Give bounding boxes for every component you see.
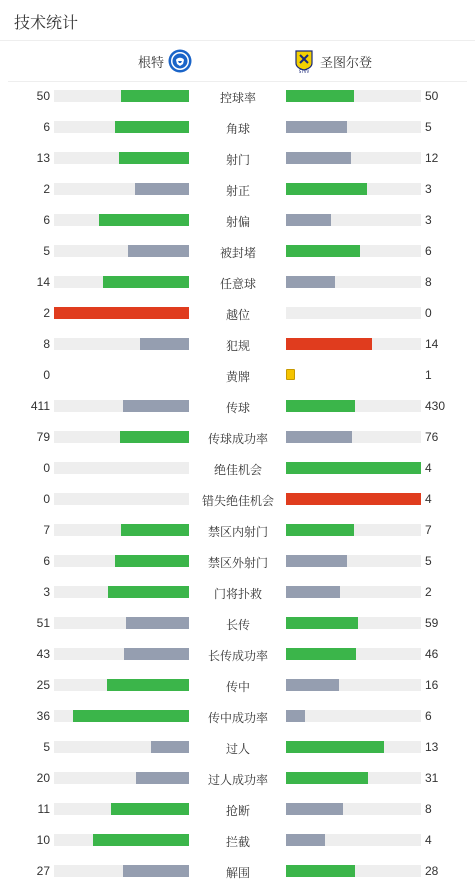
away-stat-value: 59 (425, 616, 439, 630)
home-stat-value: 36 (36, 709, 50, 723)
home-bar-track (54, 524, 189, 536)
home-stat-value: 3 (43, 585, 50, 599)
away-bar-fill (286, 648, 356, 660)
away-stat-value: 3 (425, 182, 432, 196)
stat-label: 射偏 (225, 215, 250, 229)
home-bar-track (54, 617, 189, 629)
stat-row (0, 205, 475, 236)
away-bar-track (286, 865, 421, 877)
stat-label: 黄牌 (225, 370, 250, 384)
away-bar-track (286, 524, 421, 536)
home-bar-fill (126, 617, 189, 629)
home-stat-value: 2 (43, 306, 50, 320)
away-bar-fill (286, 493, 421, 505)
away-bar-fill (286, 245, 360, 257)
home-bar-fill (121, 524, 189, 536)
away-bar-track (286, 772, 421, 784)
stat-row (0, 391, 475, 422)
away-bar-fill (286, 865, 355, 877)
stat-row (0, 546, 475, 577)
stat-label: 抢断 (225, 804, 250, 818)
away-bar-fill (286, 586, 340, 598)
home-bar-track (54, 834, 189, 846)
home-bar-fill (135, 183, 189, 195)
away-stat-value: 6 (425, 244, 432, 258)
home-stat-value: 10 (36, 833, 50, 847)
home-bar-track (54, 400, 189, 412)
stat-row (0, 174, 475, 205)
away-stat-value: 2 (425, 585, 432, 599)
home-stat-value: 411 (30, 399, 50, 413)
stat-row (0, 825, 475, 856)
home-stat-value: 13 (36, 151, 50, 165)
stat-label: 禁区外射门 (207, 556, 268, 570)
stat-label: 错失绝佳机会 (201, 494, 274, 508)
home-stat-value: 43 (36, 647, 50, 661)
home-stat-value: 0 (43, 492, 50, 506)
away-bar-fill (286, 338, 372, 350)
away-bar-fill (286, 741, 384, 753)
home-bar-track (54, 183, 189, 195)
stat-label: 拦截 (225, 835, 250, 849)
away-stat-value: 430 (425, 399, 446, 413)
away-bar-fill (286, 617, 358, 629)
away-bar-track (286, 648, 421, 660)
home-stat-value: 14 (36, 275, 50, 289)
home-bar-track (54, 90, 189, 102)
stat-label: 门将扑救 (213, 587, 262, 601)
stat-label: 绝佳机会 (213, 463, 262, 477)
away-team-name: 圣图尔登 (320, 54, 373, 70)
away-bar-track (286, 431, 421, 443)
home-stat-value: 6 (43, 120, 50, 134)
stat-row (0, 732, 475, 763)
away-bar-track (286, 338, 421, 350)
away-bar-fill (286, 400, 355, 412)
home-stat-value: 0 (43, 368, 50, 382)
page-title: 技术统计 (14, 15, 79, 32)
away-stat-value: 1 (425, 368, 432, 382)
stat-label: 犯规 (225, 339, 250, 353)
away-bar-track (286, 152, 421, 164)
stat-label: 任意球 (219, 277, 256, 291)
home-stat-value: 51 (36, 616, 50, 630)
home-bar-fill (73, 710, 189, 722)
home-stat-value: 6 (43, 213, 50, 227)
stat-row (0, 236, 475, 267)
stat-label: 传球 (225, 401, 250, 415)
away-bar-track (286, 803, 421, 815)
home-bar-track (54, 338, 189, 350)
away-bar-track (286, 741, 421, 753)
away-stat-value: 4 (425, 461, 432, 475)
away-bar-fill (286, 214, 331, 226)
away-bar-track (286, 617, 421, 629)
away-stat-value: 16 (425, 678, 439, 692)
away-bar-fill (286, 121, 347, 133)
away-stat-value: 0 (425, 306, 432, 320)
home-bar-track (54, 493, 189, 505)
home-bar-fill (121, 90, 189, 102)
stat-row (0, 298, 475, 329)
stats-list (0, 81, 475, 887)
home-bar-track (54, 276, 189, 288)
home-bar-track (54, 307, 189, 319)
stat-label: 被封堵 (219, 246, 256, 260)
stat-label: 越位 (225, 308, 250, 322)
home-stat-value: 20 (36, 771, 50, 785)
home-bar-track (54, 741, 189, 753)
away-bar-fill (286, 555, 347, 567)
home-bar-fill (115, 121, 189, 133)
away-bar-track (286, 307, 421, 319)
home-bar-track (54, 462, 189, 474)
stat-label: 射门 (225, 153, 250, 167)
stat-row (0, 267, 475, 298)
home-stat-value: 50 (36, 89, 50, 103)
away-stat-value: 6 (425, 709, 432, 723)
home-bar-fill (115, 555, 189, 567)
stat-row (0, 639, 475, 670)
gent-crest-icon (168, 49, 192, 73)
home-stat-value: 0 (43, 461, 50, 475)
away-bar-fill (286, 524, 354, 536)
home-stat-value: 5 (43, 244, 50, 258)
home-stat-value: 25 (36, 678, 50, 692)
away-bar-fill (286, 276, 335, 288)
away-stat-value: 4 (425, 833, 432, 847)
away-bar-track (286, 586, 421, 598)
home-bar-fill (103, 276, 189, 288)
home-bar-track (54, 679, 189, 691)
away-bar-track (286, 400, 421, 412)
away-stat-value: 3 (425, 213, 432, 227)
away-bar-fill (286, 710, 305, 722)
home-bar-fill (111, 803, 189, 815)
away-bar-track (286, 121, 421, 133)
stvv-crest-icon (294, 49, 314, 73)
stat-label: 传中成功率 (207, 711, 268, 725)
away-bar-track (286, 555, 421, 567)
away-bar-fill (286, 679, 339, 691)
home-stat-value: 7 (43, 523, 50, 537)
home-bar-fill (123, 400, 189, 412)
home-bar-track (54, 555, 189, 567)
away-bar-track (286, 679, 421, 691)
away-stat-value: 28 (425, 864, 439, 878)
away-bar-track (286, 90, 421, 102)
away-team[interactable] (294, 49, 372, 73)
away-bar-track (286, 462, 421, 474)
home-stat-value: 11 (37, 802, 50, 816)
home-bar-track (54, 431, 189, 443)
stat-row (0, 112, 475, 143)
stat-label: 长传成功率 (207, 649, 268, 663)
away-stat-value: 13 (425, 740, 439, 754)
yellow-card-icon (286, 369, 295, 380)
away-bar-track (286, 710, 421, 722)
home-bar-fill (124, 648, 189, 660)
home-bar-track (54, 121, 189, 133)
home-bar-fill (140, 338, 189, 350)
home-bar-fill (128, 245, 189, 257)
home-bar-track (54, 586, 189, 598)
stat-row (0, 484, 475, 515)
away-bar-fill (286, 803, 343, 815)
stat-row (0, 329, 475, 360)
home-bar-fill (123, 865, 189, 877)
stat-label: 禁区内射门 (207, 525, 268, 539)
stat-row (0, 670, 475, 701)
away-stat-value: 8 (425, 275, 432, 289)
home-stat-value: 6 (43, 554, 50, 568)
home-bar-fill (99, 214, 189, 226)
home-stat-value: 79 (36, 430, 50, 444)
home-stat-value: 27 (36, 864, 50, 878)
home-bar-fill (107, 679, 189, 691)
away-bar-fill (286, 834, 325, 846)
away-bar-fill (286, 431, 352, 443)
home-bar-fill (108, 586, 189, 598)
home-bar-fill (54, 307, 189, 319)
home-bar-track (54, 772, 189, 784)
stat-row (0, 360, 475, 391)
away-stat-value: 7 (425, 523, 432, 537)
home-bar-track (54, 214, 189, 226)
home-bar-track (54, 648, 189, 660)
away-stat-value: 12 (425, 151, 439, 165)
stat-row (0, 763, 475, 794)
stat-row (0, 453, 475, 484)
away-bar-track (286, 834, 421, 846)
stat-row (0, 701, 475, 732)
away-bar-fill (286, 772, 368, 784)
away-bar-fill (286, 152, 351, 164)
away-stat-value: 31 (425, 771, 439, 785)
away-stat-value: 14 (425, 337, 439, 351)
stat-row (0, 794, 475, 825)
home-bar-track (54, 152, 189, 164)
home-bar-track (54, 245, 189, 257)
away-stat-value: 50 (425, 89, 439, 103)
away-bar-track (286, 493, 421, 505)
home-stat-value: 8 (43, 337, 50, 351)
stat-label: 传球成功率 (207, 432, 268, 446)
svg-text:STVV: STVV (298, 69, 310, 73)
stat-label: 控球率 (219, 91, 256, 105)
team-header-row (8, 41, 467, 82)
away-stat-value: 4 (425, 492, 432, 506)
away-bar-track (286, 276, 421, 288)
away-stat-value: 5 (425, 120, 432, 134)
away-bar-track (286, 245, 421, 257)
home-stat-value: 2 (43, 182, 50, 196)
stat-row (0, 81, 475, 112)
home-bar-fill (151, 741, 189, 753)
home-bar-fill (93, 834, 189, 846)
home-bar-fill (136, 772, 189, 784)
away-stat-value: 76 (425, 430, 439, 444)
stat-row (0, 856, 475, 887)
stat-label: 过人成功率 (207, 773, 268, 787)
stat-row (0, 515, 475, 546)
home-bar-track (54, 865, 189, 877)
home-team[interactable] (138, 49, 192, 73)
stats-header (0, 0, 475, 41)
away-bar-track (286, 214, 421, 226)
home-bar-fill (119, 152, 189, 164)
away-bar-fill (286, 90, 354, 102)
away-stat-value: 8 (425, 802, 432, 816)
stat-row (0, 422, 475, 453)
stat-label: 射正 (225, 184, 250, 198)
stat-label: 角球 (225, 122, 250, 136)
home-bar-track (54, 803, 189, 815)
stat-label: 传中 (225, 680, 250, 694)
stat-label: 过人 (225, 742, 250, 756)
home-team-name: 根特 (138, 54, 165, 70)
home-bar-track (54, 710, 189, 722)
stat-row (0, 577, 475, 608)
stat-row (0, 143, 475, 174)
home-stat-value: 5 (43, 740, 50, 754)
away-stat-value: 46 (425, 647, 439, 661)
away-bar-fill (286, 183, 367, 195)
away-bar-track (286, 183, 421, 195)
away-bar-fill (286, 462, 421, 474)
away-stat-value: 5 (425, 554, 432, 568)
stat-row (0, 608, 475, 639)
stat-label: 长传 (225, 618, 250, 632)
stat-label: 解围 (225, 866, 250, 880)
home-bar-fill (120, 431, 189, 443)
